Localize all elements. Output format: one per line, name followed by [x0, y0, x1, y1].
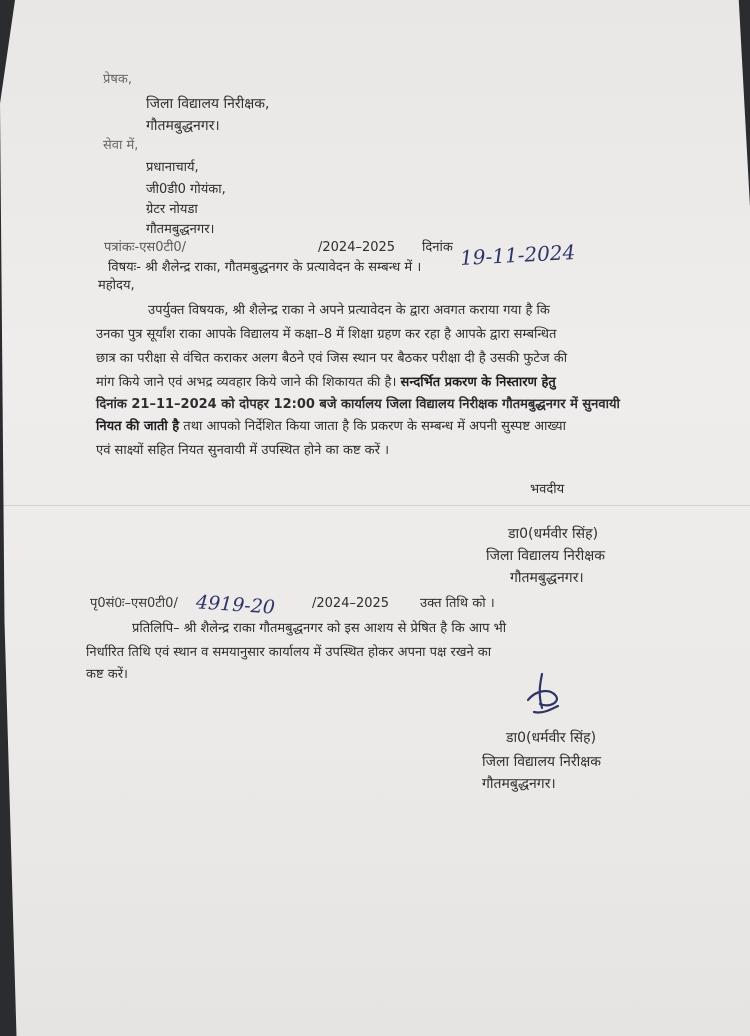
endorsement-session: /2024–2025 — [312, 596, 390, 611]
body-line — [96, 416, 566, 434]
closing: भवदीय — [530, 482, 565, 497]
sender-place: गौतमबुद्धनगर। — [146, 118, 220, 134]
endorsement-number: पृ0सं0ः–एस0टी0/ — [90, 596, 178, 611]
signatory-title: जिला विद्यालय निरीक्षक — [486, 548, 606, 564]
recipient-line: गौतमबुद्धनगर। — [146, 222, 215, 237]
body-line: उपर्युक्त विषयक, श्री शैलेन्द्र राका ने अपने प्रत्यावेदन के द्वारा अवगत कराया गया है कि — [148, 303, 550, 318]
body-bold-line: दिनांक 21–11–2024 को दोपहर 12:00 बजे कार्यालय जिला विद्यालय निरीक्षक गौतमबुद्धनगर में सुनवायी — [96, 397, 620, 412]
recipient-line: ग्रेटर नोयडा — [146, 202, 198, 217]
body-line: उनका पुत्र सूर्यांश राका आपके विद्यालय में कक्षा–8 में शिक्षा ग्रहण कर रहा है आपके द्वारा सम्बन्धित — [96, 327, 557, 342]
signatory-name: डा0(धर्मवीर सिंह) — [508, 526, 599, 542]
to-label: सेवा में, — [103, 138, 139, 153]
body-text: तथा आपको निर्देशित किया जाता है कि प्रकरण के सम्बन्ध में अपनी सुस्पष्ट आख्या — [183, 419, 566, 434]
signatory-title: जिला विद्यालय निरीक्षक — [482, 754, 602, 770]
date-label: दिनांक — [422, 240, 453, 255]
signatory-name: डा0(धर्मवीर सिंह) — [506, 730, 597, 746]
signature-mark — [520, 670, 568, 720]
signatory-place: गौतमबुद्धनगर। — [482, 776, 556, 792]
sender-title: जिला विद्यालय निरीक्षक, — [146, 96, 270, 112]
body-bold: सन्दर्भित प्रकरण के निस्तारण हेतु — [400, 375, 556, 390]
sender-label: प्रेषक, — [103, 72, 133, 87]
fold-line — [0, 505, 750, 506]
handwritten-number: 4919-20 — [195, 591, 276, 619]
handwritten-date: 19-11-2024 — [459, 239, 576, 271]
body-bold: नियत की जाती है — [96, 419, 180, 434]
copy-line: कष्ट करें। — [86, 667, 128, 682]
body-line: छात्र का परीक्षा से वंचित कराकर अलग बैठने एवं जिस स्थान पर बैठकर परीक्षा दी है उसकी फुटेज की — [96, 351, 568, 366]
copy-line: प्रतिलिपि– श्री शैलेन्द्र राका गौतमबुद्धनगर को इस आशय से प्रेषित है कि आप भी — [132, 621, 507, 636]
body-text: मांग किये जाने एवं अभद्र व्यवहार किये जाने की शिकायत की है। — [96, 375, 397, 390]
endorsement-tail: उक्त तिथि को । — [420, 596, 495, 611]
body-line: एवं साक्ष्यों सहित नियत सुनवायी में उपस्थित होने का कष्ट करें । — [96, 443, 390, 458]
reference-number: पत्रांकः-एस0टी0/ — [104, 240, 187, 255]
session: /2024–2025 — [318, 240, 396, 255]
subject: विषयः- श्री शैलेन्द्र राका, गौतमबुद्धनगर के प्रत्यावेदन के सम्बन्ध में । — [108, 260, 422, 275]
recipient-line: प्रधानाचार्य, — [146, 160, 199, 175]
signatory-place: गौतमबुद्धनगर। — [510, 570, 584, 586]
body-line — [96, 372, 556, 390]
copy-line: निर्धारित तिथि एवं स्थान व समयानुसार कार्यालय में उपस्थित होकर अपना पक्ष रखने का — [86, 645, 492, 660]
salutation: महोदय, — [98, 278, 135, 293]
recipient-line: जी0डी0 गोयंका, — [146, 182, 226, 197]
